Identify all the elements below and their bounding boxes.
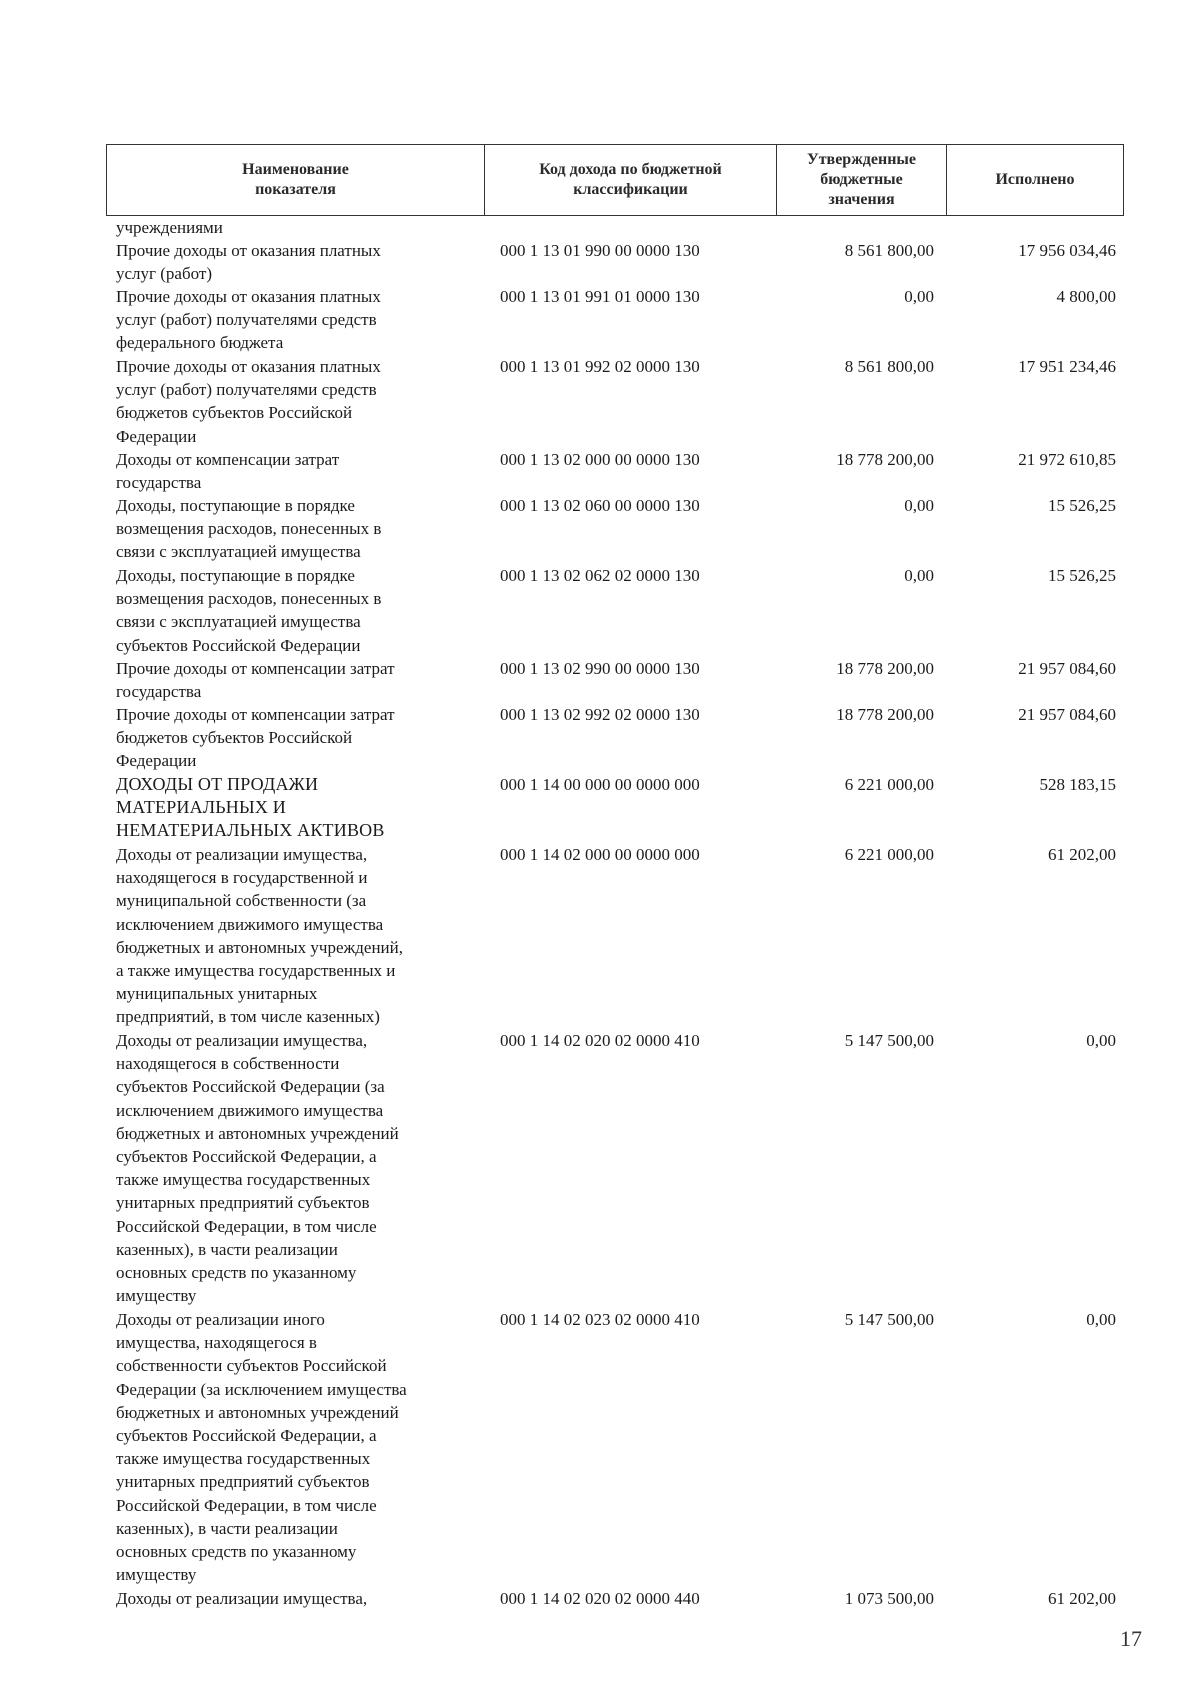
row-done: 21 957 084,60 — [1018, 659, 1116, 678]
row-code: 000 1 13 01 990 00 0000 130 — [500, 241, 700, 260]
row-done: 0,00 — [1086, 1031, 1116, 1050]
row-plan: 6 221 000,00 — [844, 845, 934, 864]
row-done: 61 202,00 — [1048, 1589, 1116, 1608]
row-code: 000 1 14 02 020 02 0000 440 — [500, 1589, 700, 1608]
table-row — [0, 1029, 1200, 1308]
table-header — [106, 144, 1124, 216]
row-code: 000 1 13 02 062 02 0000 130 — [500, 566, 700, 585]
table-row — [0, 564, 1200, 657]
header-code-column — [485, 145, 777, 215]
table-row — [0, 239, 1200, 285]
row-code: 000 1 14 02 000 00 0000 000 — [500, 845, 700, 864]
row-done: 21 972 610,85 — [1018, 450, 1116, 469]
header-done-column — [947, 145, 1123, 215]
header-name-label: Наименование показателя — [242, 161, 349, 198]
row-plan: 0,00 — [904, 287, 934, 306]
header-plan-label: Утвержденные бюджетные значения — [806, 151, 917, 208]
header-done-label: Исполнено — [995, 171, 1075, 188]
row-name: Прочие доходы от компенсации затрат государства — [116, 659, 395, 702]
table-row — [0, 703, 1200, 773]
row-code: 000 1 13 01 992 02 0000 130 — [500, 357, 700, 376]
row-done: 4 800,00 — [1056, 287, 1116, 306]
row-done: 0,00 — [1086, 1310, 1116, 1329]
row-done: 15 526,25 — [1048, 496, 1116, 515]
row-name: Прочие доходы от оказания платных услуг (работ) получателями средств бюджетов субъектов Российской Федерации — [116, 357, 381, 446]
row-code: 000 1 13 01 991 01 0000 130 — [500, 287, 700, 306]
row-name: ДОХОДЫ ОТ ПРОДАЖИ МАТЕРИАЛЬНЫХ И НЕМАТЕРИАЛЬНЫХ АКТИВОВ — [116, 774, 385, 841]
row-name: Доходы от реализации имущества, находящегося в государственной и муниципальной собственности (за исключением движимого имущества бюджетных и автономных учреждений, а также имущества государственных и муниципальных унитарных предприятий, в том числе казенных) — [116, 845, 403, 1027]
row-code: 000 1 14 00 000 00 0000 000 — [500, 775, 700, 794]
row-plan: 0,00 — [904, 496, 934, 515]
row-name: Прочие доходы от оказания платных услуг (работ) получателями средств федерального бюджета — [116, 287, 381, 353]
table-row — [0, 448, 1200, 494]
row-code: 000 1 14 02 023 02 0000 410 — [500, 1310, 700, 1329]
row-plan: 18 778 200,00 — [836, 705, 934, 724]
row-plan: 18 778 200,00 — [836, 659, 934, 678]
row-plan: 18 778 200,00 — [836, 450, 934, 469]
row-code: 000 1 13 02 000 00 0000 130 — [500, 450, 700, 469]
row-plan: 1 073 500,00 — [844, 1589, 934, 1608]
page-number: 17 — [1120, 1626, 1142, 1651]
row-code: 000 1 13 02 992 02 0000 130 — [500, 705, 700, 724]
row-name: Доходы, поступающие в порядке возмещения расходов, понесенных в связи с эксплуатацией имущества субъектов Российской Федерации — [116, 566, 382, 655]
row-plan: 8 561 800,00 — [844, 357, 934, 376]
row-name: Прочие доходы от оказания платных услуг (работ) — [116, 241, 381, 284]
header-name-column — [107, 145, 485, 215]
table-row — [0, 843, 1200, 1029]
row-name: Доходы, поступающие в порядке возмещения расходов, понесенных в связи с эксплуатацией имущества — [116, 496, 382, 562]
table-row — [0, 773, 1200, 843]
row-name: Доходы от реализации имущества, находящегося в собственности субъектов Российской Федерации (за исключением движимого имущества бюджетных и автономных учреждений субъектов Российской Федерации, а также имущества государственных унитарных предприятий субъектов Российской Федерации, в том числе казенных), в части реализации основных средств по указанному имуществу — [116, 1031, 399, 1306]
table-row — [0, 1587, 1200, 1610]
row-done: 17 956 034,46 — [1018, 241, 1116, 260]
table-row — [0, 285, 1200, 355]
row-done: 21 957 084,60 — [1018, 705, 1116, 724]
row-code: 000 1 14 02 020 02 0000 410 — [500, 1031, 700, 1050]
table-body — [0, 216, 1200, 1610]
row-name: Доходы от компенсации затрат государства — [116, 450, 340, 493]
row-code: 000 1 13 02 990 00 0000 130 — [500, 659, 700, 678]
row-name: Доходы от реализации иного имущества, находящегося в собственности субъектов Российской Федерации (за исключением имущества бюджетных и автономных учреждений субъектов Российской Федерации, а также имущества государственных унитарных предприятий субъектов Российской Федерации, в том числе казенных), в части реализации основных средств по указанному имуществу — [116, 1310, 407, 1585]
row-plan: 5 147 500,00 — [844, 1031, 934, 1050]
header-code-label: Код дохода по бюджетной классификации — [539, 161, 722, 198]
row-plan: 6 221 000,00 — [844, 775, 934, 794]
row-done: 61 202,00 — [1048, 845, 1116, 864]
table-row — [0, 494, 1200, 564]
header-plan-column — [777, 145, 947, 215]
table-row — [0, 1308, 1200, 1587]
row-plan: 0,00 — [904, 566, 934, 585]
row-name: Прочие доходы от компенсации затрат бюджетов субъектов Российской Федерации — [116, 705, 395, 771]
row-name: Доходы от реализации имущества, — [116, 1589, 368, 1608]
row-done: 528 183,15 — [1039, 775, 1116, 794]
row-code: 000 1 13 02 060 00 0000 130 — [500, 496, 700, 515]
row-done: 17 951 234,46 — [1018, 357, 1116, 376]
table-row — [0, 216, 1200, 239]
row-plan: 5 147 500,00 — [844, 1310, 934, 1329]
row-done: 15 526,25 — [1048, 566, 1116, 585]
row-name: учреждениями — [116, 218, 223, 237]
table-row — [0, 657, 1200, 703]
row-plan: 8 561 800,00 — [844, 241, 934, 260]
table-row — [0, 355, 1200, 448]
